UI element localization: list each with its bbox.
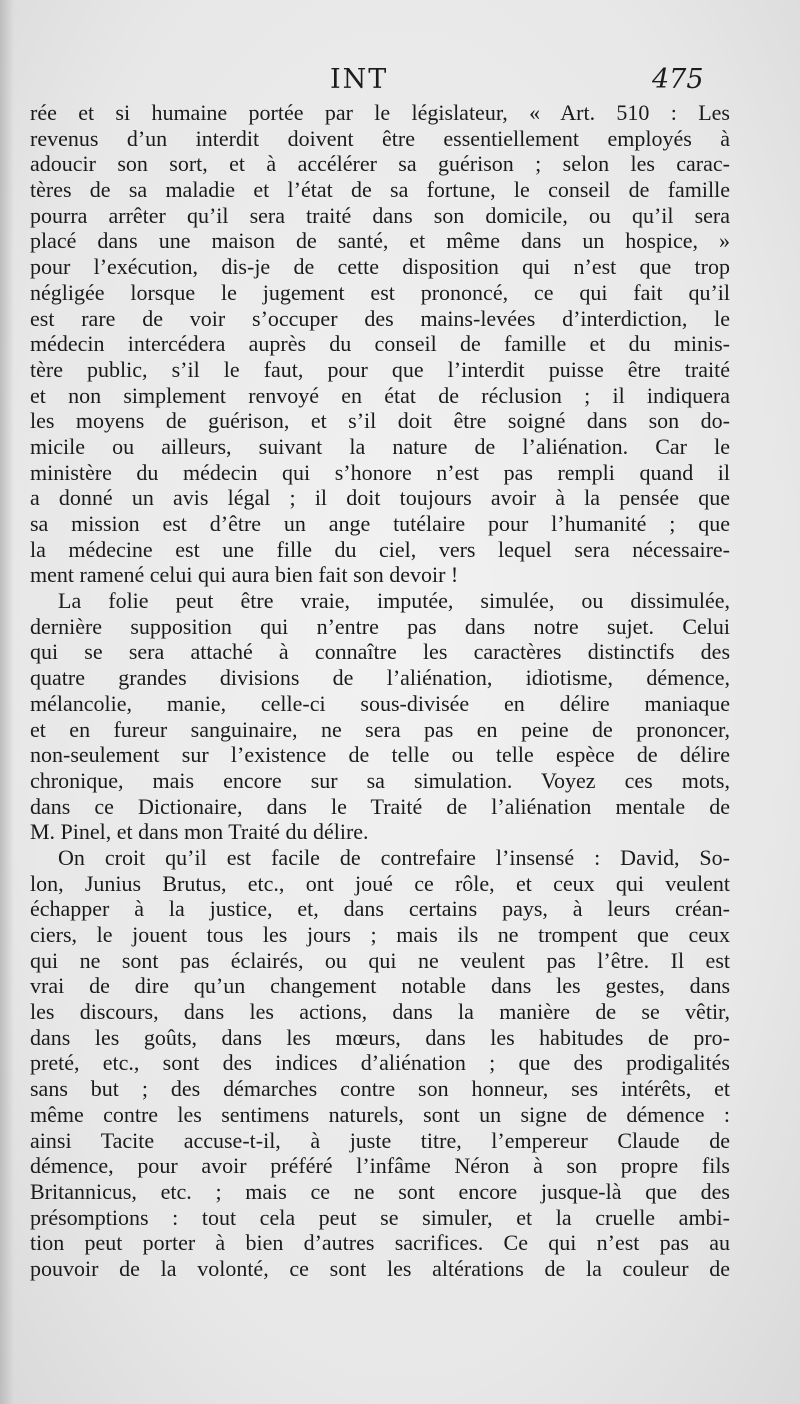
- text-line: sa mission est d’être un ange tutélaire pour l’humanité ; que: [30, 511, 730, 536]
- text-line: placé dans une maison de santé, et même dans un hospice, »: [30, 228, 730, 254]
- text-line: sans but ; des démarches contre son honneur, ses intérêts, et: [30, 1076, 730, 1102]
- page-binding-edge: [0, 0, 14, 1404]
- text-line: Britannicus, etc. ; mais ce ne sont encore jusque-là que des: [30, 1178, 730, 1204]
- text-line: pouvoir de la volonté, ce sont les altérations de la couleur de: [30, 1255, 730, 1281]
- text-line: adoucir son sort, et à accélérer sa guérison ; selon les carac-: [30, 151, 730, 177]
- text-line: tion peut porter à bien d’autres sacrifices. Ce qui n’est pas au: [30, 1230, 730, 1256]
- text-line: a donné un avis légal ; il doit toujours avoir à la pensée que: [30, 485, 730, 511]
- text-line: vrai de dire qu’un changement notable dans les gestes, dans: [30, 973, 730, 999]
- text-line: démence, pour avoir préféré l’infâme Néron à son propre fils: [30, 1153, 730, 1179]
- text-line: tère public, s’il le faut, pour que l’interdit puisse être traité: [30, 356, 730, 382]
- running-head: INT: [330, 64, 389, 95]
- text-line: est rare de voir s’occuper des mains-levées d’interdiction, le: [30, 305, 730, 331]
- text-line: ciers, le jouent tous les jours ; mais ils ne trompent que ceux: [30, 922, 730, 947]
- text-line: les moyens de guérison, et s’il doit être soigné dans son do-: [30, 408, 730, 434]
- text-line: mélancolie, manie, celle-ci sous-divisée en délire maniaque: [30, 690, 730, 716]
- text-line: dernière supposition qui n’entre pas dans notre sujet. Celui: [30, 613, 730, 639]
- body-text: [30, 100, 730, 1282]
- text-line: pourra arrêter qu’il sera traité dans son domicile, ou qu’il sera: [30, 202, 730, 228]
- text-line: ainsi Tacite accuse-t-il, à juste titre, l’empereur Claude de: [30, 1127, 730, 1153]
- page-header: [0, 64, 800, 104]
- text-line: négligée lorsque le jugement est prononcé, ce qui fait qu’il: [30, 279, 730, 305]
- text-line: même contre les sentimens naturels, sont un signe de démence :: [30, 1101, 730, 1127]
- text-line: qui se sera attaché à connaître les caractères distinctifs des: [30, 639, 730, 665]
- text-line: échapper à la justice, et, dans certains pays, à leurs créan-: [30, 896, 730, 922]
- text-line: lon, Junius Brutus, etc., ont joué ce rôle, et ceux qui veulent: [30, 870, 730, 896]
- text-line: quatre grandes divisions de l’aliénation, idiotisme, démence,: [30, 665, 730, 691]
- text-line: La folie peut être vraie, imputée, simulée, ou dissimulée,: [58, 588, 730, 614]
- text-line: les discours, dans les actions, dans la manière de se vêtir,: [30, 999, 730, 1025]
- text-line: non-seulement sur l’existence de telle ou telle espèce de délire: [30, 742, 730, 768]
- text-line: dans ce Dictionaire, dans le Traité de l’aliénation mentale de: [30, 793, 730, 819]
- page-number: 475: [652, 64, 704, 95]
- text-line: médecin intercédera auprès du conseil de famille et du minis-: [30, 331, 730, 357]
- text-line: qui ne sont pas éclairés, ou qui ne veulent pas l’être. Il est: [30, 947, 730, 973]
- text-line: tères de sa maladie et l’état de sa fortune, le conseil de famille: [30, 177, 730, 203]
- text-line: dans les goûts, dans les mœurs, dans les habitudes de pro-: [30, 1024, 730, 1050]
- text-line: micile ou ailleurs, suivant la nature de l’aliénation. Car le: [30, 433, 730, 459]
- text-line: chronique, mais encore sur sa simulation. Voyez ces mots,: [30, 767, 730, 793]
- text-line: ment ramené celui qui aura bien fait son devoir !: [30, 562, 459, 588]
- text-line: pour l’exécution, dis-je de cette disposition qui n’est que trop: [30, 254, 730, 280]
- text-line: M. Pinel, et dans mon Traité du délire.: [30, 819, 369, 845]
- text-line: preté, etc., sont des indices d’aliénation ; que des prodigalités: [30, 1050, 730, 1076]
- text-line: rée et si humaine portée par le législateur, « Art. 510 : Les: [30, 100, 730, 125]
- text-line: et non simplement renvoyé en état de réclusion ; il indiquera: [30, 382, 730, 408]
- text-line: la médecine est une fille du ciel, vers lequel sera nécessaire-: [30, 536, 730, 562]
- text-line: et en fureur sanguinaire, ne sera pas en peine de prononcer,: [30, 716, 730, 742]
- text-line: revenus d’un interdit doivent être essentiellement employés à: [30, 125, 730, 151]
- text-line: On croit qu’il est facile de contrefaire l’insensé : David, So-: [58, 844, 730, 870]
- text-line: ministère du médecin qui s’honore n’est pas rempli quand il: [30, 459, 730, 485]
- text-line: présomptions : tout cela peut se simuler, et la cruelle ambi-: [30, 1204, 730, 1230]
